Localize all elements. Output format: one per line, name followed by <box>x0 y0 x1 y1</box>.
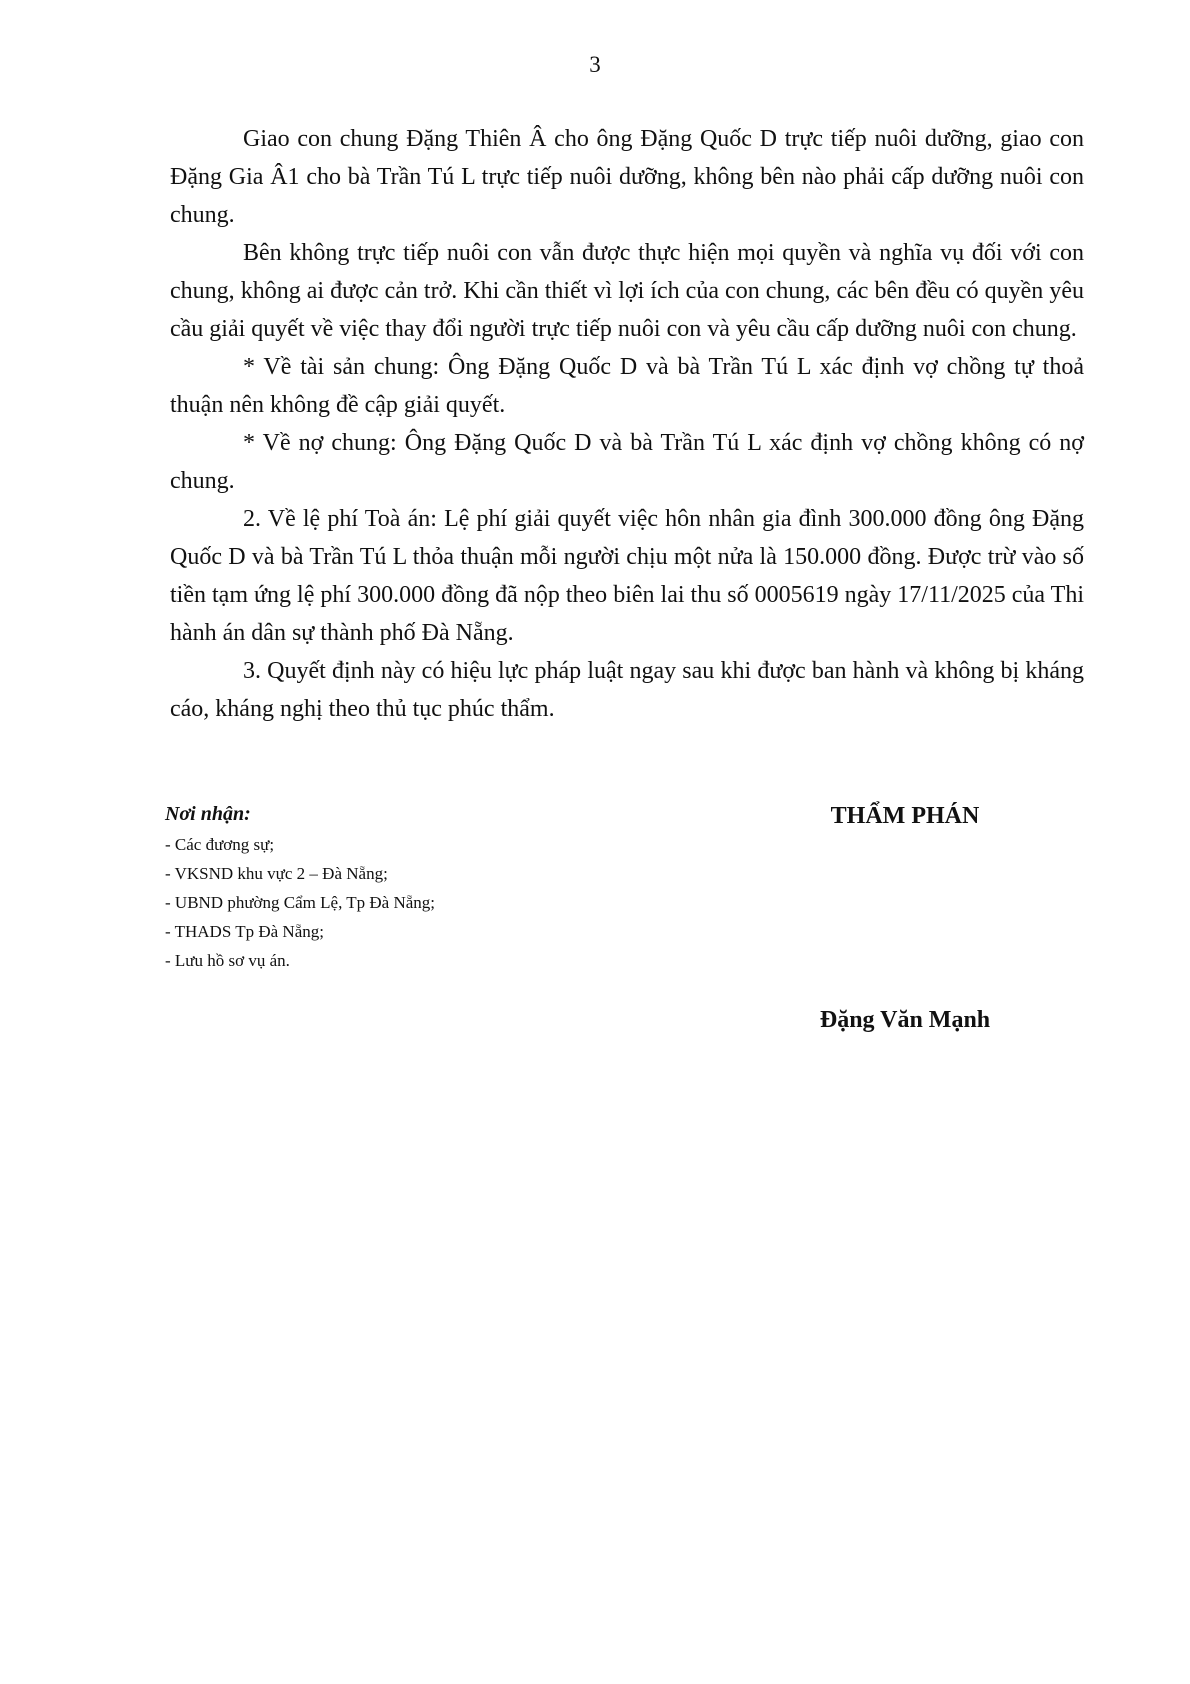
recipient-item: - VKSND khu vực 2 – Đà Nẵng; <box>165 864 388 883</box>
paragraph-common-debt: * Về nợ chung: Ông Đặng Quốc D và bà Trần Tú L xác định vợ chồng không có nợ chung. <box>170 430 1084 494</box>
paragraph-parental-rights: Bên không trực tiếp nuôi con vẫn được thực hiện mọi quyền và nghĩa vụ đối với con chung, không ai được cản trở. Khi cần thiết vì lợi ích của con chung, các bên đều có quyền yêu cầu giải quyết về việc thay đổi người trực tiếp nuôi con và yêu cầu cấp dưỡng nuôi con chung. <box>170 240 1084 342</box>
page-number: 3 <box>589 52 601 77</box>
paragraph-court-fee: 2. Về lệ phí Toà án: Lệ phí giải quyết việc hôn nhân gia đình 300.000 đồng ông Đặng Quốc D và bà Trần Tú L thỏa thuận mỗi người chịu một nửa là 150.000 đồng. Được trừ vào số tiền tạm ứng lệ phí 300.000 đồng đã nộp theo biên lai thu số 0005619 ngày 17/11/2025 của Thi hành án dân sự thành phố Đà Nẵng. <box>170 506 1084 646</box>
recipient-item: - Lưu hồ sơ vụ án. <box>165 951 290 970</box>
recipient-item: - Các đương sự; <box>165 835 275 854</box>
paragraph-legal-effect: 3. Quyết định này có hiệu lực pháp luật ngay sau khi được ban hành và không bị kháng cáo, kháng nghị theo thủ tục phúc thẩm. <box>170 658 1084 722</box>
recipient-item: - UBND phường Cẩm Lệ, Tp Đà Nẵng; <box>165 893 436 912</box>
paragraph-common-property: * Về tài sản chung: Ông Đặng Quốc D và bà Trần Tú L xác định vợ chồng tự thoả thuận nên không đề cập giải quyết. <box>170 354 1084 418</box>
recipients-list <box>165 830 645 975</box>
recipients-title: Nơi nhận: <box>165 803 251 825</box>
judge-title: THẨM PHÁN <box>830 803 980 829</box>
recipients-block <box>165 800 645 975</box>
judge-name: Đặng Văn Mạnh <box>819 1007 991 1033</box>
decision-body <box>170 120 1084 728</box>
paragraph-child-custody: Giao con chung Đặng Thiên Â cho ông Đặng Quốc D trực tiếp nuôi dưỡng, giao con Đặng Gia Â1 cho bà Trần Tú L trực tiếp nuôi dưỡng, không bên nào phải cấp dưỡng nuôi con chung. <box>170 126 1084 228</box>
recipient-item: - THADS Tp Đà Nẵng; <box>165 922 324 941</box>
